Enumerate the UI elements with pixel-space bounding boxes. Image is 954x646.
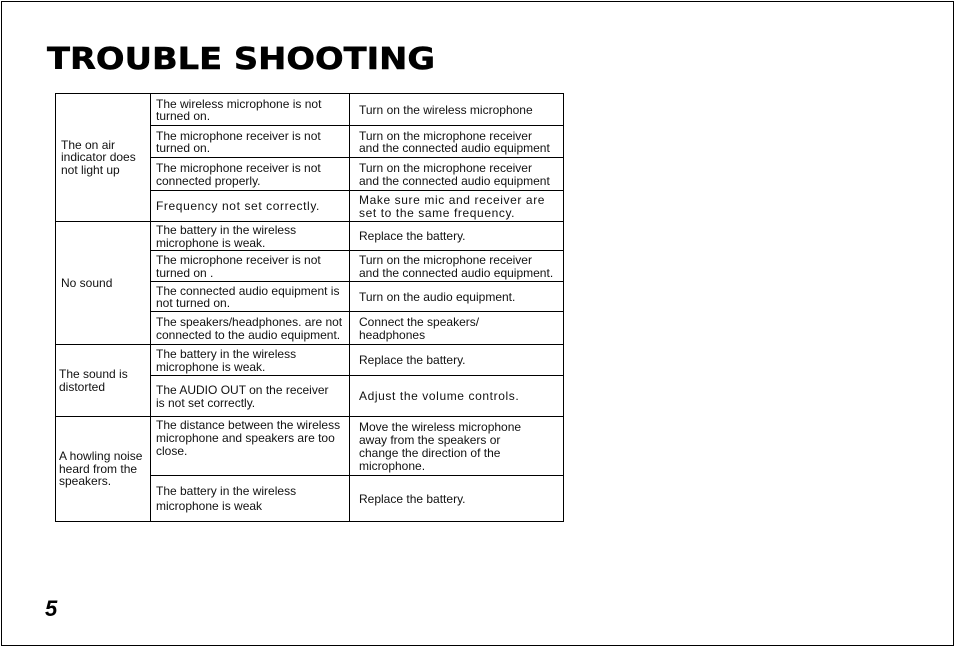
remedy-cell [350,282,564,312]
cause-text: The battery in the wireless microphone is weak. [156,347,297,374]
remedy-text: Turn on the microphone receiver and the connected audio equipment [359,161,550,188]
symptom-cell [56,222,151,345]
remedy-cell [350,345,564,376]
symptom-text: The on air indicator does not light up [61,137,136,177]
cause-cell [151,251,350,282]
cause-text: The microphone receiver is not turned on . [156,253,321,280]
cause-cell [151,345,350,376]
remedy-cell [350,94,564,126]
cause-text: The connected audio equipment is not turned on. [156,283,340,310]
cause-cell [151,417,350,476]
remedy-text: Replace the battery. [359,491,466,506]
page-title-text: TROUBLE SHOOTING [47,42,435,77]
remedy-cell [350,158,564,191]
remedy-cell [350,126,564,158]
remedy-cell [350,191,564,222]
symptom-cell [56,417,151,522]
remedy-text: Replace the battery. [359,229,466,244]
remedy-cell [350,312,564,345]
symptom-text: No sound [61,275,113,290]
remedy-text: Turn on the microphone receiver and the connected audio equipment [359,128,550,155]
cause-cell [151,94,350,126]
remedy-text: Move the wireless microphone away from the speakers or change the direction of the microphone. [359,419,522,473]
remedy-cell [350,251,564,282]
remedy-cell [350,417,564,476]
symptom-text: A howling noise heard from the speakers. [59,449,143,489]
cause-text: The microphone receiver is not connected properly. [156,161,321,188]
remedy-text: Connect the speakers/ headphones [359,314,480,342]
cause-text: Frequency not set correctly. [156,199,320,214]
cause-cell [151,476,350,522]
remedy-text: Replace the battery. [359,353,466,368]
remedy-cell [350,476,564,522]
cause-text: The speakers/headphones. are not connected to the audio equipment. [156,315,343,342]
cause-cell [151,282,350,312]
remedy-text: Adjust the volume controls. [359,389,520,404]
cause-text: The wireless microphone is not turned on. [156,96,322,123]
cause-cell [151,191,350,222]
page-title [44,40,444,76]
cause-cell [151,312,350,345]
remedy-text: Turn on the audio equipment. [359,289,516,304]
page-number: 5 [45,596,58,621]
cause-cell [151,376,350,417]
cause-cell [151,126,350,158]
cause-text: The battery in the wireless microphone is weak. [156,223,297,250]
troubleshooting-table [55,93,564,522]
remedy-text: Make sure mic and receiver are set to the same frequency. [359,193,546,220]
cause-text: The microphone receiver is not turned on. [156,128,321,155]
remedy-cell [350,376,564,417]
remedy-text: Turn on the wireless microphone [359,102,533,117]
cause-cell [151,158,350,191]
cause-text: The AUDIO OUT on the receiver is not set correctly. [156,382,329,410]
remedy-text: Turn on the microphone receiver and the connected audio equipment. [359,253,554,280]
remedy-cell [350,222,564,251]
cause-text: The battery in the wireless microphone is weak [156,484,297,513]
symptom-text: The sound is distorted [59,367,128,394]
cause-cell [151,222,350,251]
symptom-cell [56,345,151,417]
symptom-cell [56,94,151,222]
cause-text: The distance between the wireless microphone and speakers are too close. [156,418,341,458]
